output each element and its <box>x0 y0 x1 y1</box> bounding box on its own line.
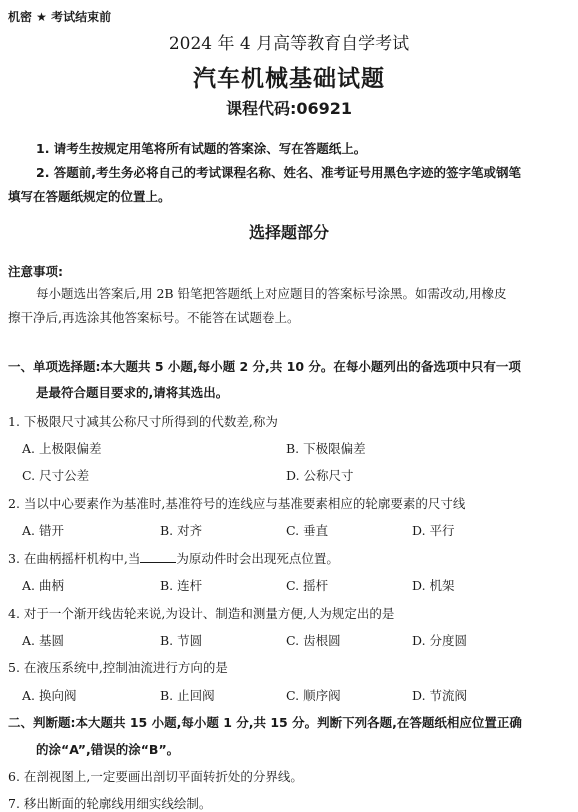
judgment-question: 7. 移出断面的轮廓线用细实线绘制。 <box>8 796 212 811</box>
option-c: C. 尺寸公差 <box>22 468 90 483</box>
question-stem-after: 为原动件时会出现死点位置。 <box>176 551 339 566</box>
exam-session: 2024 年 4 月高等教育自学考试 <box>168 34 410 54</box>
option-c: C. 垂直 <box>286 523 329 538</box>
option-c: C. 齿根圆 <box>286 633 341 648</box>
answer-blank <box>140 551 176 563</box>
option-c: C. 顺序阀 <box>286 688 341 703</box>
option-a: A. 错开 <box>22 523 64 538</box>
option-b: B. 下极限偏差 <box>286 441 366 456</box>
question-stem: 2. 当以中心要素作为基准时,基准符号的连线应与基准要素相应的轮廓要素的尺寸线 <box>8 496 466 511</box>
question-stem: 4. 对于一个渐开线齿轮来说,为设计、制造和测量方便,人为规定出的是 <box>8 606 395 621</box>
option-d: D. 机架 <box>412 578 455 593</box>
instruction-2-line2: 填写在答题纸规定的位置上。 <box>8 189 171 204</box>
question-stem-before: 3. 在曲柄摇杆机构中,当 <box>8 551 141 566</box>
instruction-1: 1. 请考生按规定用笔将所有试题的答案涂、写在答题纸上。 <box>36 141 367 156</box>
option-a: A. 曲柄 <box>22 578 64 593</box>
notice-line1: 每小题选出答案后,用 2B 铅笔把答题纸上对应题目的答案标号涂黑。如需改动,用橡皮 <box>36 286 507 301</box>
option-d: D. 公称尺寸 <box>286 468 354 483</box>
instruction-2-line1: 2. 答题前,考生务必将自己的考试课程名称、姓名、准考证号用黑色字迹的签字笔或钢笔 <box>36 165 522 180</box>
part2-heading-line1: 二、判断题:本大题共 15 小题,每小题 1 分,共 15 分。判断下列各题,在答题纸相应位置正确 <box>8 715 522 730</box>
course-code: 课程代码:06921 <box>225 99 353 118</box>
option-d: D. 节流阀 <box>412 688 468 703</box>
part1-heading-line1: 一、单项选择题:本大题共 5 小题,每小题 2 分,共 10 分。在每小题列出的备选项中只有一项 <box>8 359 521 374</box>
section-title: 选择题部分 <box>248 223 329 242</box>
notice-label: 注意事项: <box>8 264 63 279</box>
question-stem: 1. 下极限尺寸减其公称尺寸所得到的代数差,称为 <box>8 414 278 429</box>
judgment-question: 6. 在剖视图上,一定要画出剖切平面转折处的分界线。 <box>8 769 303 784</box>
question-stem <box>8 549 339 567</box>
option-b: B. 连杆 <box>160 578 203 593</box>
option-a: A. 换向阀 <box>22 688 77 703</box>
option-b: B. 节圆 <box>160 633 203 648</box>
option-d: D. 平行 <box>412 523 455 538</box>
option-a: A. 上极限偏差 <box>22 441 102 456</box>
part2-heading-line2: 的涂“A”,错误的涂“B”。 <box>36 742 180 757</box>
option-d: D. 分度圆 <box>412 633 468 648</box>
option-b: B. 对齐 <box>160 523 203 538</box>
option-c: C. 摇杆 <box>286 578 329 593</box>
question-stem: 5. 在液压系统中,控制油流进行方向的是 <box>8 660 228 675</box>
exam-title: 汽车机械基础试题 <box>193 66 385 92</box>
notice-line2: 擦干净后,再选涂其他答案标号。不能答在试题卷上。 <box>8 310 300 325</box>
option-b: B. 止回阀 <box>160 688 215 703</box>
confidential-label: 机密 ★ 考试结束前 <box>8 10 112 24</box>
part1-heading-line2: 是最符合题目要求的,请将其选出。 <box>36 385 229 400</box>
option-a: A. 基圆 <box>22 633 64 648</box>
